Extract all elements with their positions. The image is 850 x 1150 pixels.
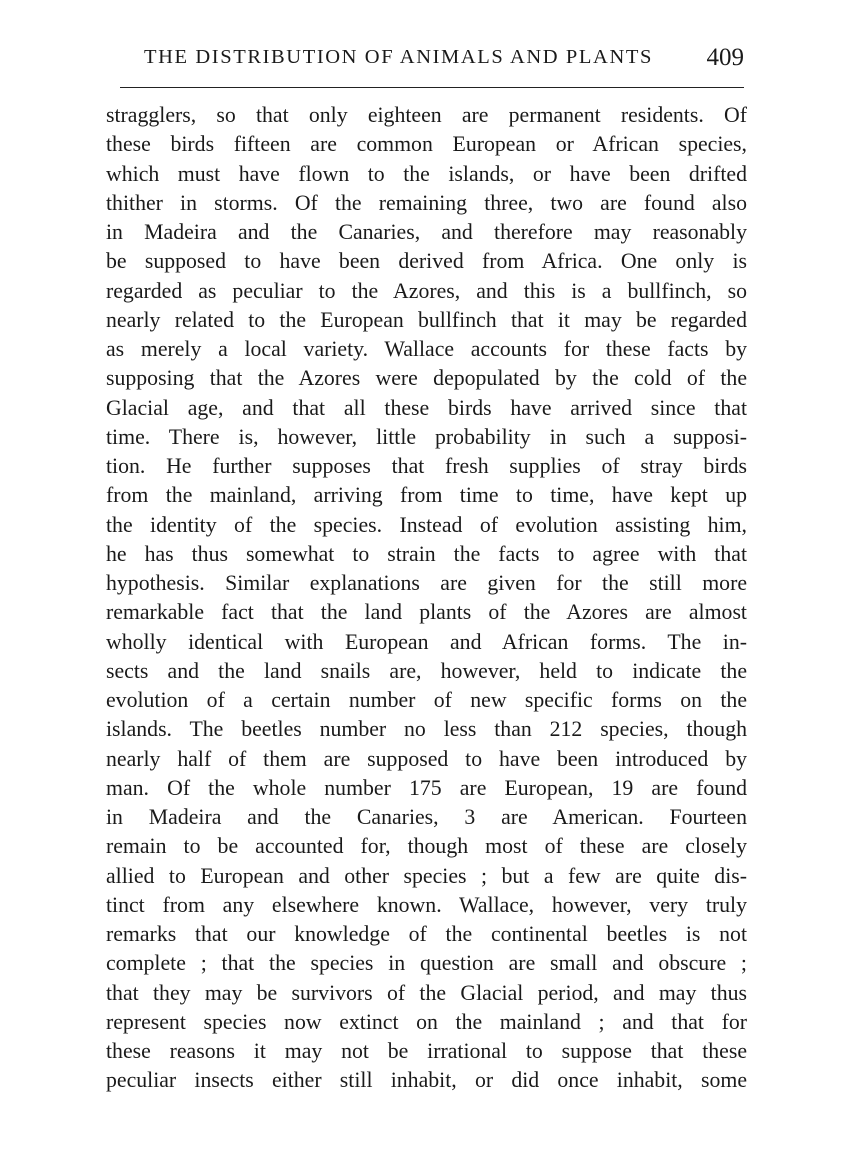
text-line: the identity of the species. Instead of evolution assisting him, bbox=[106, 512, 747, 537]
body-text bbox=[106, 101, 747, 1096]
text-line: tion. He further supposes that fresh supplies of stray birds bbox=[106, 454, 747, 478]
text-line: as merely a local variety. Wallace accounts for these facts by bbox=[106, 337, 747, 361]
text-line: time. There is, however, little probability in such a supposi- bbox=[106, 424, 747, 449]
running-head bbox=[108, 44, 744, 74]
text-line: remarkable fact that the land plants of the Azores are almost bbox=[106, 600, 747, 625]
text-line: islands. The beetles number no less than 212 species, though bbox=[106, 717, 747, 742]
text-line: these birds fifteen are common European or African species, bbox=[106, 132, 747, 157]
text-line: peculiar insects either still inhabit, or did once inhabit, some bbox=[106, 1068, 747, 1093]
text-line: regarded as peculiar to the Azores, and this is a bullfinch, so bbox=[106, 278, 747, 303]
text-line: nearly half of them are supposed to have been introduced by bbox=[106, 746, 747, 771]
text-line: stragglers, so that only eighteen are permanent residents. Of bbox=[106, 103, 747, 127]
text-line: these reasons it may not be irrational to suppose that these bbox=[106, 1039, 747, 1063]
text-line: allied to European and other species ; but a few are quite dis- bbox=[106, 863, 747, 888]
text-line: he has thus somewhat to strain the facts to agree with that bbox=[106, 541, 747, 566]
header-rule bbox=[120, 87, 744, 88]
text-line: remain to be accounted for, though most of these are closely bbox=[106, 834, 747, 859]
text-line: sects and the land snails are, however, held to indicate the bbox=[106, 658, 747, 683]
text-line: remarks that our knowledge of the continental beetles is not bbox=[106, 922, 747, 946]
text-line: in Madeira and the Canaries, 3 are American. Fourteen bbox=[106, 805, 747, 829]
text-line: that they may be survivors of the Glacial period, and may thus bbox=[106, 980, 747, 1005]
text-line: nearly related to the European bullfinch that it may be regarded bbox=[106, 307, 747, 332]
text-line: hypothesis. Similar explanations are given for the still more bbox=[106, 571, 747, 595]
text-line: which must have flown to the islands, or have been drifted bbox=[106, 161, 747, 186]
text-line: tinct from any elsewhere known. Wallace, however, very truly bbox=[106, 892, 747, 917]
text-line: Glacial age, and that all these birds have arrived since that bbox=[106, 395, 747, 420]
running-title: THE DISTRIBUTION OF ANIMALS AND PLANTS bbox=[144, 46, 653, 68]
text-line: from the mainland, arriving from time to time, have kept up bbox=[106, 483, 747, 508]
text-line: in Madeira and the Canaries, and therefore may reasonably bbox=[106, 220, 747, 244]
text-line: man. Of the whole number 175 are European, 19 are found bbox=[106, 775, 747, 800]
text-line: represent species now extinct on the mainland ; and that for bbox=[106, 1009, 747, 1034]
text-line: wholly identical with European and African forms. The in- bbox=[106, 629, 747, 654]
text-line: complete ; that the species in question are small and obscure ; bbox=[106, 951, 747, 976]
text-line: thither in storms. Of the remaining three, two are found also bbox=[106, 190, 747, 215]
text-line: be supposed to have been derived from Africa. One only is bbox=[106, 249, 747, 274]
text-line: evolution of a certain number of new specific forms on the bbox=[106, 688, 747, 712]
page-number: 409 bbox=[706, 44, 744, 71]
text-line: supposing that the Azores were depopulated by the cold of the bbox=[106, 366, 747, 391]
